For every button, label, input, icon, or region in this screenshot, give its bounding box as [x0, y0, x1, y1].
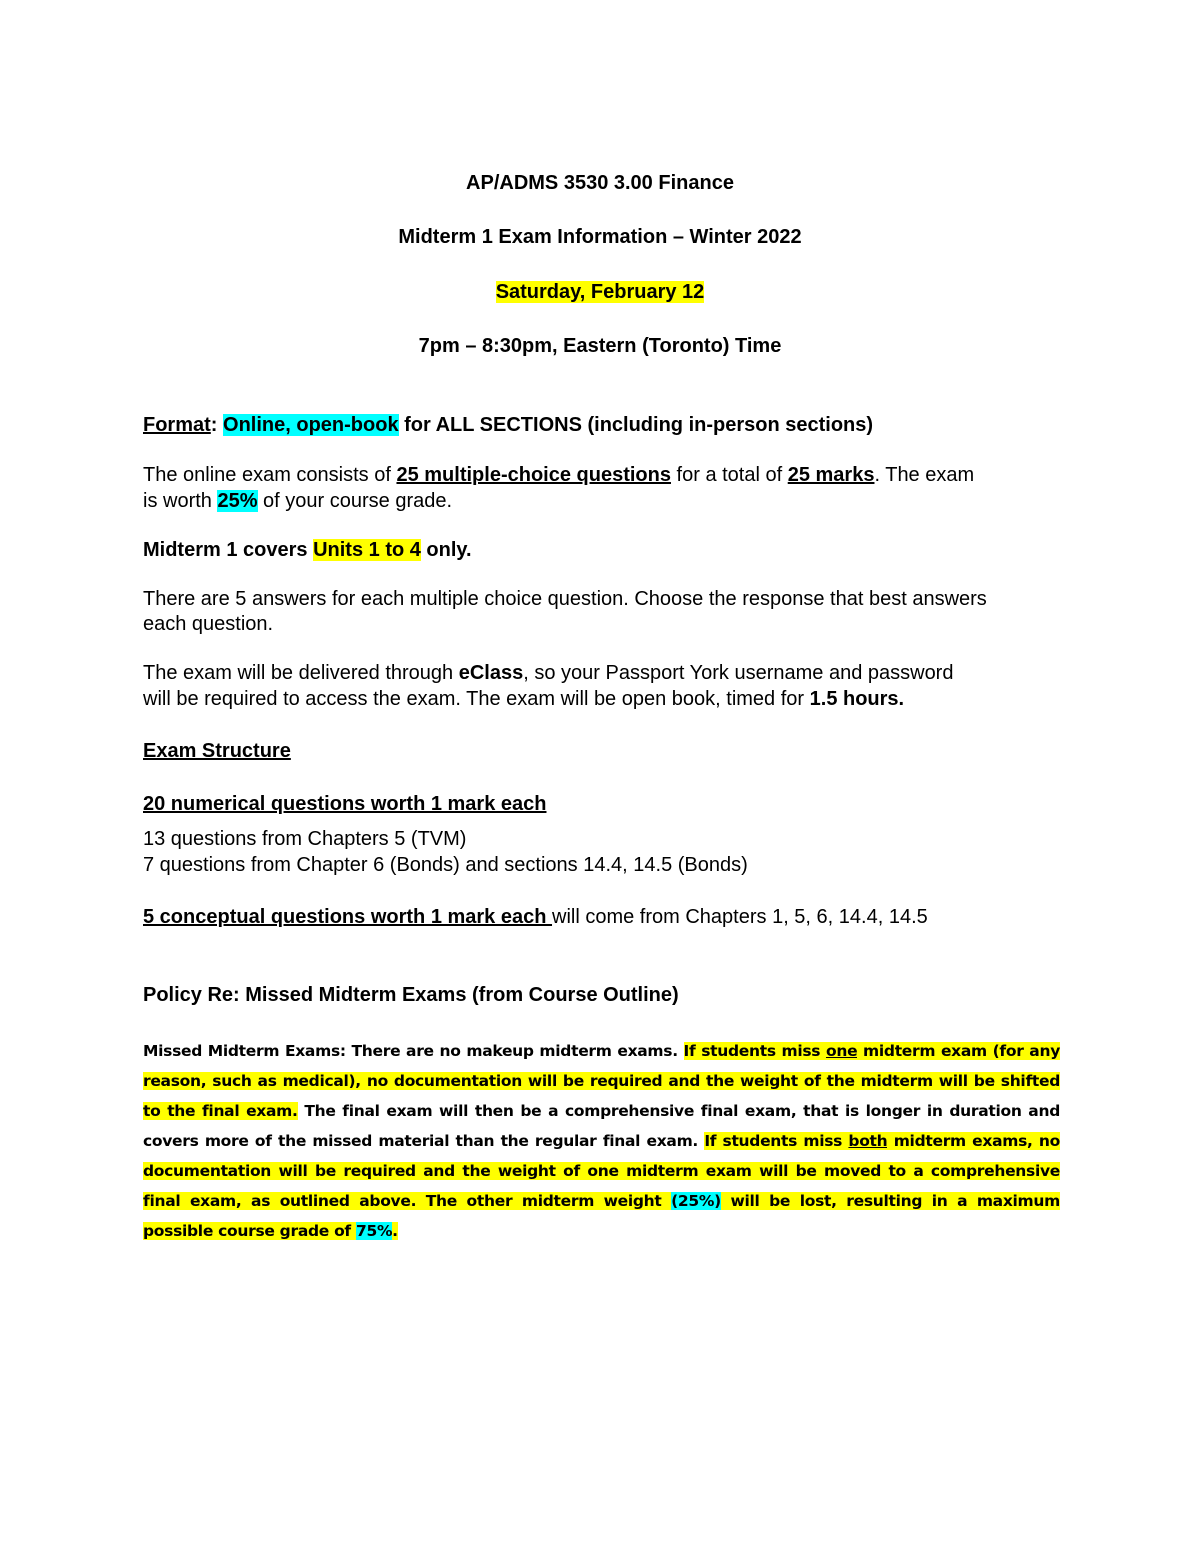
covers-only: only.: [420, 539, 472, 561]
total-marks: 25 marks: [787, 464, 875, 486]
consists-text-3: . The exam: [874, 464, 975, 486]
policy-sentence-3: The final exam will then be a comprehensive final exam, that is longer in duration and covers more of the missed material than the regular final exam.: [143, 1102, 1060, 1150]
policy-highlight-2c: will be lost, resulting in a maximum possible course grade of: [143, 1192, 1060, 1240]
consists-text-2: for a total of: [670, 464, 788, 486]
worth-text: is worth: [143, 490, 218, 512]
worth-rest: of your course grade.: [257, 490, 453, 512]
policy-both: both: [848, 1132, 888, 1150]
policy-end: .: [392, 1222, 398, 1240]
format-colon: :: [210, 414, 218, 436]
format-rest: for ALL SECTIONS (including in-person sections): [398, 414, 874, 436]
delivery-line2-text: will be required to access the exam. The exam will be open book, timed for: [143, 688, 810, 710]
policy-highlight-1b: midterm exam (for any reason, such as medical), no documentation will be required and the weight of the midterm will be shifted to the final exam.: [143, 1042, 1060, 1120]
conceptual-heading: 5 conceptual questions worth 1 mark each: [143, 906, 553, 928]
conceptual-rest: will come from Chapters 1, 5, 6, 14.4, 14.5: [552, 906, 928, 928]
covers-text: Midterm 1 covers: [143, 539, 314, 561]
delivery-line-1: [143, 661, 953, 685]
format-label: Format: [143, 414, 211, 436]
format-highlight: Online, open-book: [223, 414, 399, 436]
answers-line-2: each question.: [143, 613, 274, 635]
covers-line: [143, 538, 472, 562]
exam-date: [0, 280, 1200, 304]
answers-line-1: There are 5 answers for each multiple choice question. Choose the response that best answers: [143, 588, 987, 610]
policy-sentence-1: Missed Midterm Exams: There are no makeup midterm exams.: [143, 1042, 684, 1060]
numerical-line-1: 13 questions from Chapters 5 (TVM): [143, 828, 467, 850]
policy-highlight-1a: If students miss: [683, 1042, 826, 1060]
policy-highlight-2a: If students miss: [704, 1132, 849, 1150]
numerical-line-2: 7 questions from Chapter 6 (Bonds) and sections 14.4, 14.5 (Bonds): [143, 854, 748, 876]
exam-time: 7pm – 8:30pm, Eastern (Toronto) Time: [418, 335, 782, 357]
delivery-text: The exam will be delivered through: [143, 662, 459, 684]
policy-pct-25: (25%): [671, 1192, 721, 1210]
consists-text-1: The online exam consists of: [143, 464, 397, 486]
format-line: [143, 413, 873, 437]
policy-highlight-2b: midterm exams, no documentation will be required and the weight of one midterm exam will be moved to a comprehensive final exam, as outlined above. The other midterm weight: [143, 1132, 1061, 1210]
course-title: AP/ADMS 3530 3.00 Finance: [466, 172, 734, 194]
policy-pct-75: 75%: [355, 1222, 393, 1240]
exam-date-highlight: Saturday, February 12: [495, 281, 705, 303]
policy-paragraph: [143, 1036, 1060, 1246]
policy-one: one: [825, 1042, 858, 1060]
exam-structure-heading: Exam Structure: [143, 740, 291, 762]
worth-percent: 25%: [217, 490, 258, 512]
numerical-heading: 20 numerical questions worth 1 mark each: [143, 793, 547, 815]
delivery-line-2: [143, 687, 904, 711]
policy-heading: Policy Re: Missed Midterm Exams (from Course Outline): [143, 984, 679, 1006]
delivery-rest: , so your Passport York username and password: [523, 662, 954, 684]
question-count: 25 multiple-choice questions: [396, 464, 671, 486]
conceptual-line: [143, 905, 928, 929]
eclass-name: eClass: [458, 662, 524, 684]
exam-duration: 1.5 hours.: [809, 688, 905, 710]
covers-units: Units 1 to 4: [313, 539, 421, 561]
consists-line-2: [143, 489, 452, 513]
exam-title: Midterm 1 Exam Information – Winter 2022: [398, 226, 802, 248]
consists-line-1: [143, 463, 974, 487]
